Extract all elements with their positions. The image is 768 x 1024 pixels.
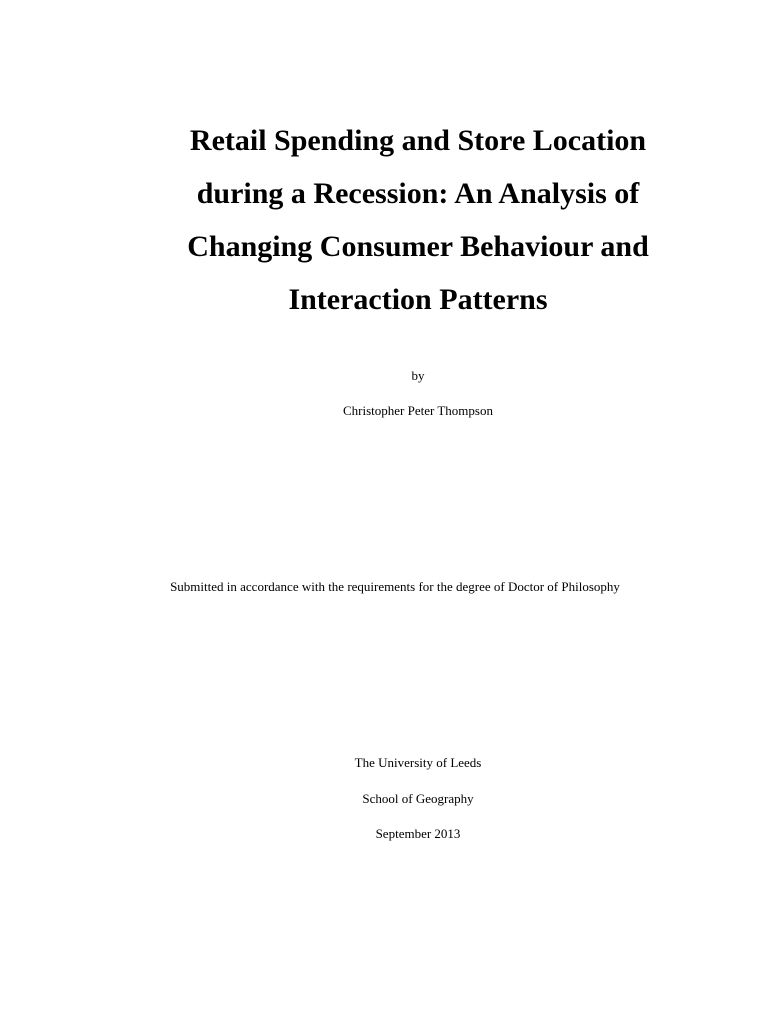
thesis-title-line-3: Changing Consumer Behaviour and bbox=[187, 230, 649, 263]
thesis-title bbox=[140, 114, 696, 326]
author-name: Christopher Peter Thompson bbox=[343, 403, 493, 418]
by-label: by bbox=[411, 368, 425, 383]
thesis-title-line-2: during a Recession: An Analysis of bbox=[196, 177, 640, 210]
submission-date: September 2013 bbox=[375, 826, 461, 841]
school-name: School of Geography bbox=[362, 791, 474, 806]
thesis-title-line-1: Retail Spending and Store Location bbox=[189, 124, 647, 157]
thesis-title-line-4: Interaction Patterns bbox=[288, 283, 548, 316]
university-name: The University of Leeds bbox=[354, 755, 482, 770]
submission-statement: Submitted in accordance with the requirements for the degree of Doctor of Philosophy bbox=[170, 579, 620, 594]
